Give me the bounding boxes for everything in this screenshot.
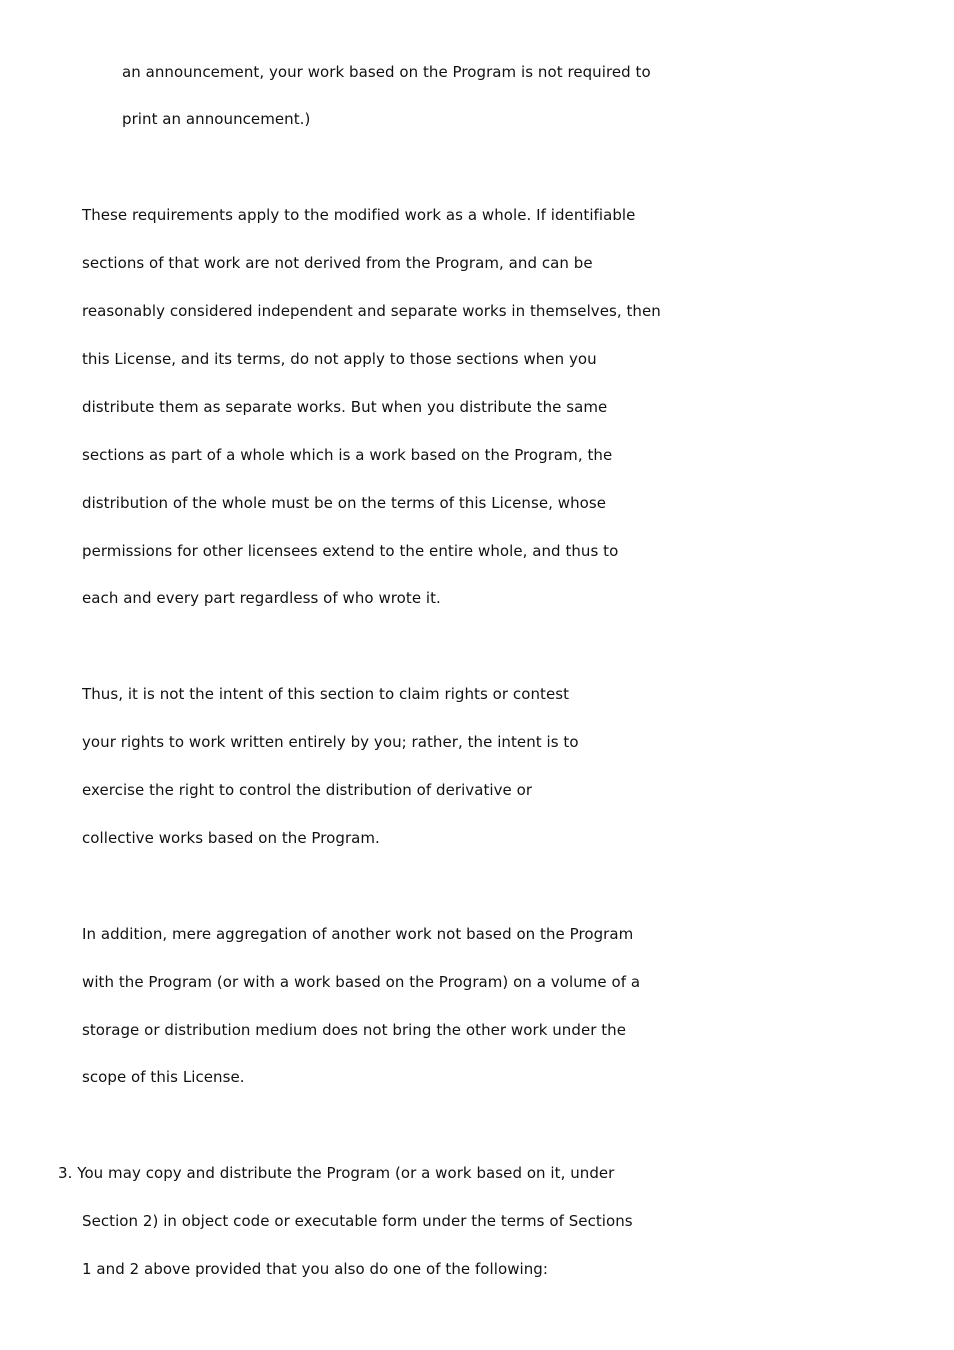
text-line: sections of that work are not derived from the Program, and can be bbox=[82, 254, 593, 272]
section-3-heading-line: 3. You may copy and distribute the Program (or a work based on it, under bbox=[58, 1164, 615, 1182]
text-line: scope of this License. bbox=[82, 1068, 245, 1086]
text-line: this License, and its terms, do not apply to those sections when you bbox=[82, 350, 597, 368]
text-line: Thus, it is not the intent of this section to claim rights or contest bbox=[82, 685, 570, 703]
text-line: distribution of the whole must be on the terms of this License, whose bbox=[82, 494, 607, 512]
text-line: an announcement, your work based on the Program is not required to bbox=[122, 63, 651, 81]
text-line: reasonably considered independent and separate works in themselves, then bbox=[82, 302, 661, 320]
text-line: In addition, mere aggregation of another work not based on the Program bbox=[82, 925, 634, 943]
text-line: 1 and 2 above provided that you also do one of the following: bbox=[82, 1260, 548, 1278]
text-line: with the Program (or with a work based on the Program) on a volume of a bbox=[82, 973, 641, 991]
text-line: permissions for other licensees extend to the entire whole, and thus to bbox=[82, 542, 619, 560]
text-line: your rights to work written entirely by you; rather, the intent is to bbox=[82, 733, 579, 751]
text-line: Section 2) in object code or executable form under the terms of Sections bbox=[82, 1212, 633, 1230]
text-line: distribute them as separate works. But when you distribute the same bbox=[82, 398, 608, 416]
text-line: exercise the right to control the distribution of derivative or bbox=[82, 781, 533, 799]
text-line: print an announcement.) bbox=[122, 110, 311, 128]
text-line: collective works based on the Program. bbox=[82, 829, 380, 847]
text-line: sections as part of a whole which is a work based on the Program, the bbox=[82, 446, 613, 464]
text-line: storage or distribution medium does not bring the other work under the bbox=[82, 1021, 627, 1039]
text-line: These requirements apply to the modified work as a whole. If identifiable bbox=[82, 206, 636, 224]
text-line: each and every part regardless of who wrote it. bbox=[82, 589, 441, 607]
